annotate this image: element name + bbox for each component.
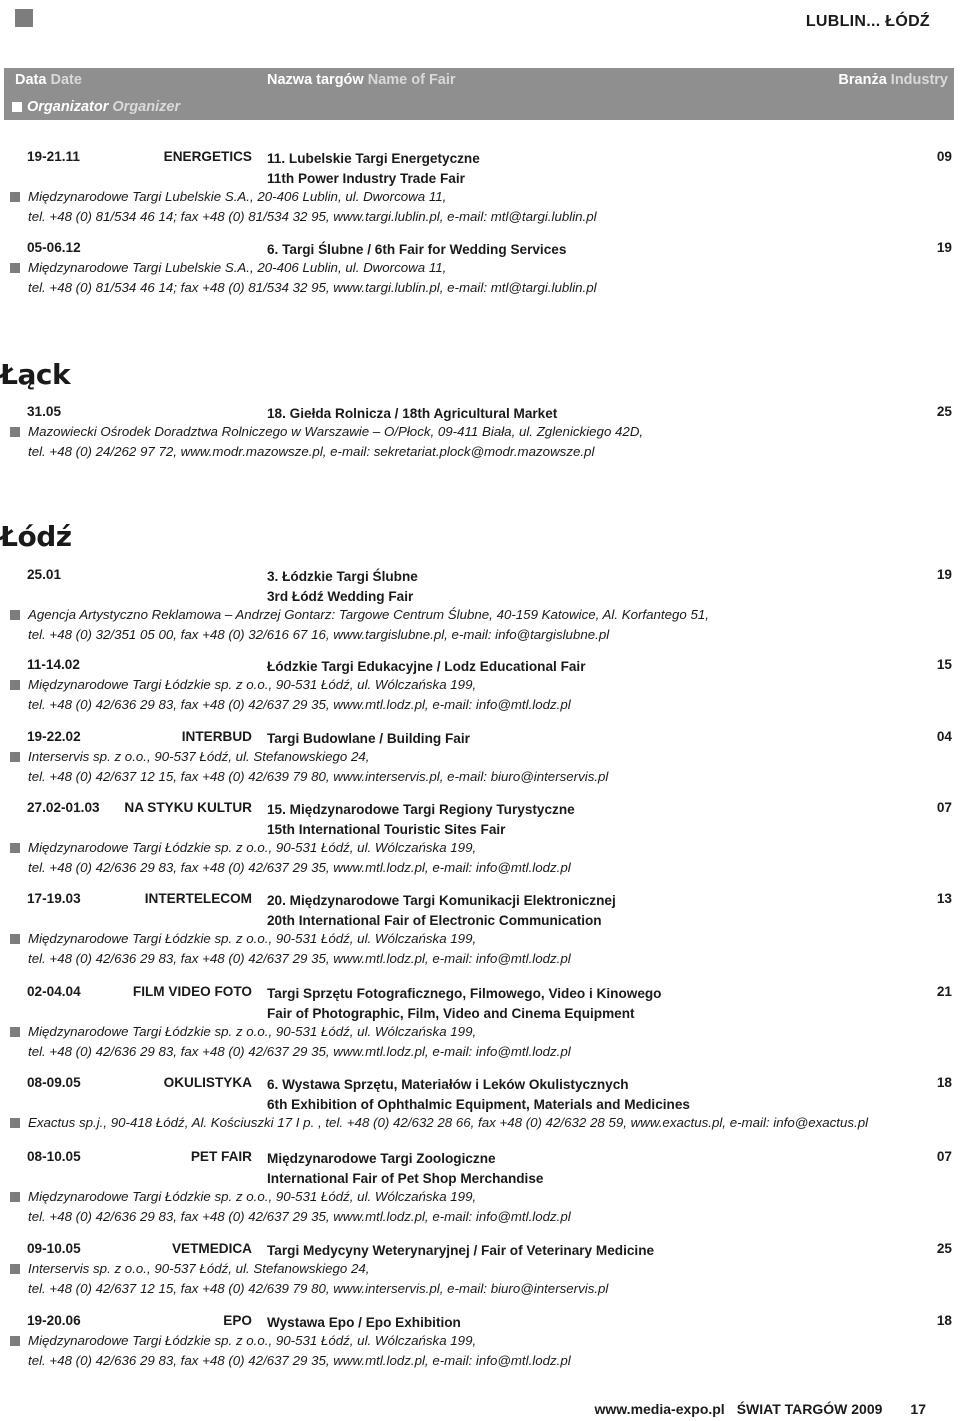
header-fair-en: Name of Fair xyxy=(367,72,456,88)
fair-names xyxy=(267,657,586,677)
fair-names xyxy=(267,1149,543,1189)
organizer-line-1: Międzynarodowe Targi Lubelskie S.A., 20-406 Lublin, ul. Dworcowa 11, xyxy=(28,260,447,275)
fair-name-secondary: 3rd Łódź Wedding Fair xyxy=(267,589,414,604)
fair-name-secondary: 20th International Fair of Electronic Communication xyxy=(267,913,602,928)
header-industry-pl: Branża xyxy=(838,72,887,88)
fair-date: 19-20.06 xyxy=(27,1313,81,1328)
organizer-line-1: Międzynarodowe Targi Łódzkie sp. z o.o., 90-531 Łódź, ul. Wólczańska 199, xyxy=(28,931,477,946)
fair-date: 27.02-01.03 xyxy=(27,800,100,815)
fair-name-secondary: 15th International Touristic Sites Fair xyxy=(267,822,506,837)
industry-code: 07 xyxy=(936,1149,952,1164)
organizer-block xyxy=(10,838,571,878)
industry-code: 21 xyxy=(936,984,952,999)
organizer-block xyxy=(10,422,643,462)
fair-abbreviation: INTERTELECOM xyxy=(144,891,252,906)
organizer-block xyxy=(10,187,597,227)
organizer-line-2: tel. +48 (0) 81/534 46 14; fax +48 (0) 81/534 32 95, www.targi.lublin.pl, e-mail: mtl@targi.lublin.pl xyxy=(28,209,597,224)
organizer-line-2: tel. +48 (0) 81/534 46 14; fax +48 (0) 81/534 32 95, www.targi.lublin.pl, e-mail: mtl@targi.lublin.pl xyxy=(28,280,597,295)
header-date-pl: Data xyxy=(15,72,47,88)
table-header xyxy=(4,68,954,120)
page-footer xyxy=(583,1401,926,1417)
fair-date: 05-06.12 xyxy=(27,240,81,255)
fair-abbreviation: VETMEDICA xyxy=(171,1241,252,1256)
organizer-block xyxy=(10,1259,608,1299)
fair-names xyxy=(267,404,557,424)
fair-abbreviation: NA STYKU KULTUR xyxy=(124,800,252,815)
organizer-block xyxy=(10,1022,571,1062)
organizer-line-2: tel. +48 (0) 42/636 29 83, fax +48 (0) 42/637 29 35, www.mtl.lodz.pl, e-mail: info@mtl.lodz.pl xyxy=(28,1209,571,1224)
organizer-square-icon xyxy=(10,1192,20,1202)
fair-name-secondary: Fair of Photographic, Film, Video and Cinema Equipment xyxy=(267,1006,635,1021)
organizer-line-1: Międzynarodowe Targi Łódzkie sp. z o.o., 90-531 Łódź, ul. Wólczańska 199, xyxy=(28,1333,477,1348)
fair-abbreviation: FILM VIDEO FOTO xyxy=(132,984,252,999)
organizer-block xyxy=(10,1187,571,1227)
organizer-line-1: Międzynarodowe Targi Lubelskie S.A., 20-406 Lublin, ul. Dworcowa 11, xyxy=(28,189,447,204)
footer-magazine: ŚWIAT TARGÓW 2009 xyxy=(736,1401,883,1417)
organizer-line-2: tel. +48 (0) 42/636 29 83, fax +48 (0) 42/637 29 35, www.mtl.lodz.pl, e-mail: info@mtl.lodz.pl xyxy=(28,860,571,875)
fair-names xyxy=(267,1075,690,1115)
fair-name-primary: Wystawa Epo / Epo Exhibition xyxy=(267,1315,461,1330)
page-top-bar xyxy=(0,0,960,44)
header-fair-pl: Nazwa targów xyxy=(267,72,364,88)
industry-code: 09 xyxy=(936,149,952,164)
fair-date: 19-22.02 xyxy=(27,729,81,744)
fair-name-primary: 6. Wystawa Sprzętu, Materiałów i Leków Okulistycznych xyxy=(267,1077,629,1092)
industry-code: 19 xyxy=(936,240,952,255)
organizer-block xyxy=(10,1113,868,1133)
organizer-square-icon xyxy=(10,1336,20,1346)
industry-code: 25 xyxy=(936,404,952,419)
organizer-line-1: Agencja Artystyczno Reklamowa – Andrzej Gontarz: Targowe Centrum Ślubne, 40-159 Katowice, Al. Korfantego 51, xyxy=(28,607,709,622)
organizer-block xyxy=(10,675,571,715)
fair-names xyxy=(267,800,575,840)
organizer-line-2: tel. +48 (0) 42/636 29 83, fax +48 (0) 42/637 29 35, www.mtl.lodz.pl, e-mail: info@mtl.lodz.pl xyxy=(28,951,571,966)
organizer-square-icon xyxy=(10,752,20,762)
organizer-line-1: Interservis sp. z o.o., 90-537 Łódź, ul. Stefanowskiego 24, xyxy=(28,749,370,764)
fair-name-primary: 6. Targi Ślubne / 6th Fair for Wedding Services xyxy=(267,242,567,257)
organizer-block xyxy=(10,605,709,645)
fair-names xyxy=(267,891,616,931)
fair-names xyxy=(267,567,418,607)
organizer-line-2: tel. +48 (0) 42/637 12 15, fax +48 (0) 42/639 79 80, www.interservis.pl, e-mail: biuro@interservis.pl xyxy=(28,1281,609,1296)
organizer-block xyxy=(10,1331,571,1371)
industry-code: 04 xyxy=(936,729,952,744)
organizer-line-1: Interservis sp. z o.o., 90-537 Łódź, ul. Stefanowskiego 24, xyxy=(28,1261,370,1276)
fair-name-primary: Międzynarodowe Targi Zoologiczne xyxy=(267,1151,496,1166)
fair-date: 17-19.03 xyxy=(27,891,81,906)
fair-names xyxy=(267,1241,654,1261)
fair-date: 02-04.04 xyxy=(27,984,81,999)
organizer-square-icon xyxy=(10,1264,20,1274)
footer-page-number: 17 xyxy=(910,1401,926,1417)
organizer-square-icon xyxy=(10,1027,20,1037)
organizer-line-1: Międzynarodowe Targi Łódzkie sp. z o.o., 90-531 Łódź, ul. Wólczańska 199, xyxy=(28,1024,477,1039)
fair-abbreviation: EPO xyxy=(223,1313,252,1328)
organizer-square-icon xyxy=(12,102,22,112)
industry-code: 15 xyxy=(936,657,952,672)
fair-names xyxy=(267,149,480,189)
fair-date: 19-21.11 xyxy=(27,149,80,164)
organizer-line-1: Exactus sp.j., 90-418 Łódź, Al. Kościuszki 17 I p. , tel. +48 (0) 42/632 28 66, fax +48 (0) 42/632 28 59, www.exactus.pl, e-mail: info@exactus.pl xyxy=(28,1115,869,1130)
fair-names xyxy=(267,1313,461,1333)
header-organizer-en: Organizer xyxy=(112,99,181,115)
section-title-lack: Łąck xyxy=(0,358,71,391)
header-organizer-pl: Organizator xyxy=(27,99,109,115)
organizer-square-icon xyxy=(10,934,20,944)
footer-site: www.media-expo.pl xyxy=(594,1401,725,1417)
organizer-line-2: tel. +48 (0) 42/636 29 83, fax +48 (0) 42/637 29 35, www.mtl.lodz.pl, e-mail: info@mtl.lodz.pl xyxy=(28,697,571,712)
organizer-square-icon xyxy=(10,1118,20,1128)
organizer-square-icon xyxy=(10,680,20,690)
fair-name-primary: 3. Łódzkie Targi Ślubne xyxy=(267,569,418,584)
organizer-line-1: Mazowiecki Ośrodek Doradztwa Rolniczego w Warszawie – O/Płock, 09-411 Biała, ul. Zglenickiego 42D, xyxy=(28,424,644,439)
fair-abbreviation: PET FAIR xyxy=(190,1149,252,1164)
fair-abbreviation: ENERGETICS xyxy=(163,149,252,164)
industry-code: 19 xyxy=(936,567,952,582)
fair-date: 25.01 xyxy=(27,567,62,582)
corner-square-icon xyxy=(15,9,33,27)
fair-name-primary: 11. Lubelskie Targi Energetyczne xyxy=(267,151,480,166)
fair-name-secondary: International Fair of Pet Shop Merchandise xyxy=(267,1171,544,1186)
fair-name-primary: Targi Sprzętu Fotograficznego, Filmowego, Video i Kinowego xyxy=(267,986,662,1001)
organizer-line-2: tel. +48 (0) 32/351 05 00, fax +48 (0) 32/616 67 16, www.targislubne.pl, e-mail: info@targislubne.pl xyxy=(28,627,610,642)
fair-abbreviation: INTERBUD xyxy=(181,729,252,744)
organizer-square-icon xyxy=(10,192,20,202)
fair-date: 09-10.05 xyxy=(27,1241,81,1256)
industry-code: 25 xyxy=(936,1241,952,1256)
header-date-en: Date xyxy=(50,72,82,88)
industry-code: 07 xyxy=(936,800,952,815)
organizer-block xyxy=(10,747,608,787)
organizer-line-1: Międzynarodowe Targi Łódzkie sp. z o.o., 90-531 Łódź, ul. Wólczańska 199, xyxy=(28,840,477,855)
fair-name-primary: Łódzkie Targi Edukacyjne / Lodz Educational Fair xyxy=(267,659,586,674)
fair-name-primary: Targi Medycyny Weterynaryjnej / Fair of Veterinary Medicine xyxy=(267,1243,655,1258)
organizer-block xyxy=(10,258,597,298)
industry-code: 13 xyxy=(936,891,952,906)
fair-name-secondary: 11th Power Industry Trade Fair xyxy=(267,171,465,186)
section-title-lodz: Łódź xyxy=(0,520,72,553)
organizer-line-2: tel. +48 (0) 42/636 29 83, fax +48 (0) 42/637 29 35, www.mtl.lodz.pl, e-mail: info@mtl.lodz.pl xyxy=(28,1353,571,1368)
page-title: LUBLIN... ŁÓDŹ xyxy=(805,13,930,30)
organizer-line-2: tel. +48 (0) 24/262 97 72, www.modr.mazowsze.pl, e-mail: sekretariat.plock@modr.mazowsze.pl xyxy=(28,444,595,459)
organizer-block xyxy=(10,929,571,969)
fair-names xyxy=(267,240,566,260)
fair-date: 11-14.02 xyxy=(27,657,80,672)
fair-date: 31.05 xyxy=(27,404,62,419)
industry-code: 18 xyxy=(936,1313,952,1328)
fair-date: 08-09.05 xyxy=(27,1075,81,1090)
organizer-square-icon xyxy=(10,427,20,437)
fair-abbreviation: OKULISTYKA xyxy=(163,1075,252,1090)
fair-name-primary: 18. Giełda Rolnicza / 18th Agricultural Market xyxy=(267,406,558,421)
organizer-square-icon xyxy=(10,610,20,620)
organizer-line-2: tel. +48 (0) 42/636 29 83, fax +48 (0) 42/637 29 35, www.mtl.lodz.pl, e-mail: info@mtl.lodz.pl xyxy=(28,1044,571,1059)
organizer-line-1: Międzynarodowe Targi Łódzkie sp. z o.o., 90-531 Łódź, ul. Wólczańska 199, xyxy=(28,677,477,692)
organizer-line-1: Międzynarodowe Targi Łódzkie sp. z o.o., 90-531 Łódź, ul. Wólczańska 199, xyxy=(28,1189,477,1204)
fair-name-secondary: 6th Exhibition of Ophthalmic Equipment, Materials and Medicines xyxy=(267,1097,690,1112)
organizer-square-icon xyxy=(10,263,20,273)
fair-names xyxy=(267,984,661,1024)
fair-name-primary: 20. Międzynarodowe Targi Komunikacji Elektronicznej xyxy=(267,893,616,908)
organizer-square-icon xyxy=(10,843,20,853)
industry-code: 18 xyxy=(936,1075,952,1090)
fair-names xyxy=(267,729,470,749)
organizer-line-2: tel. +48 (0) 42/637 12 15, fax +48 (0) 42/639 79 80, www.interservis.pl, e-mail: biuro@interservis.pl xyxy=(28,769,609,784)
fair-date: 08-10.05 xyxy=(27,1149,81,1164)
fair-name-primary: Targi Budowlane / Building Fair xyxy=(267,731,470,746)
fair-name-primary: 15. Międzynarodowe Targi Regiony Turystyczne xyxy=(267,802,575,817)
header-industry-en: Industry xyxy=(890,72,948,88)
